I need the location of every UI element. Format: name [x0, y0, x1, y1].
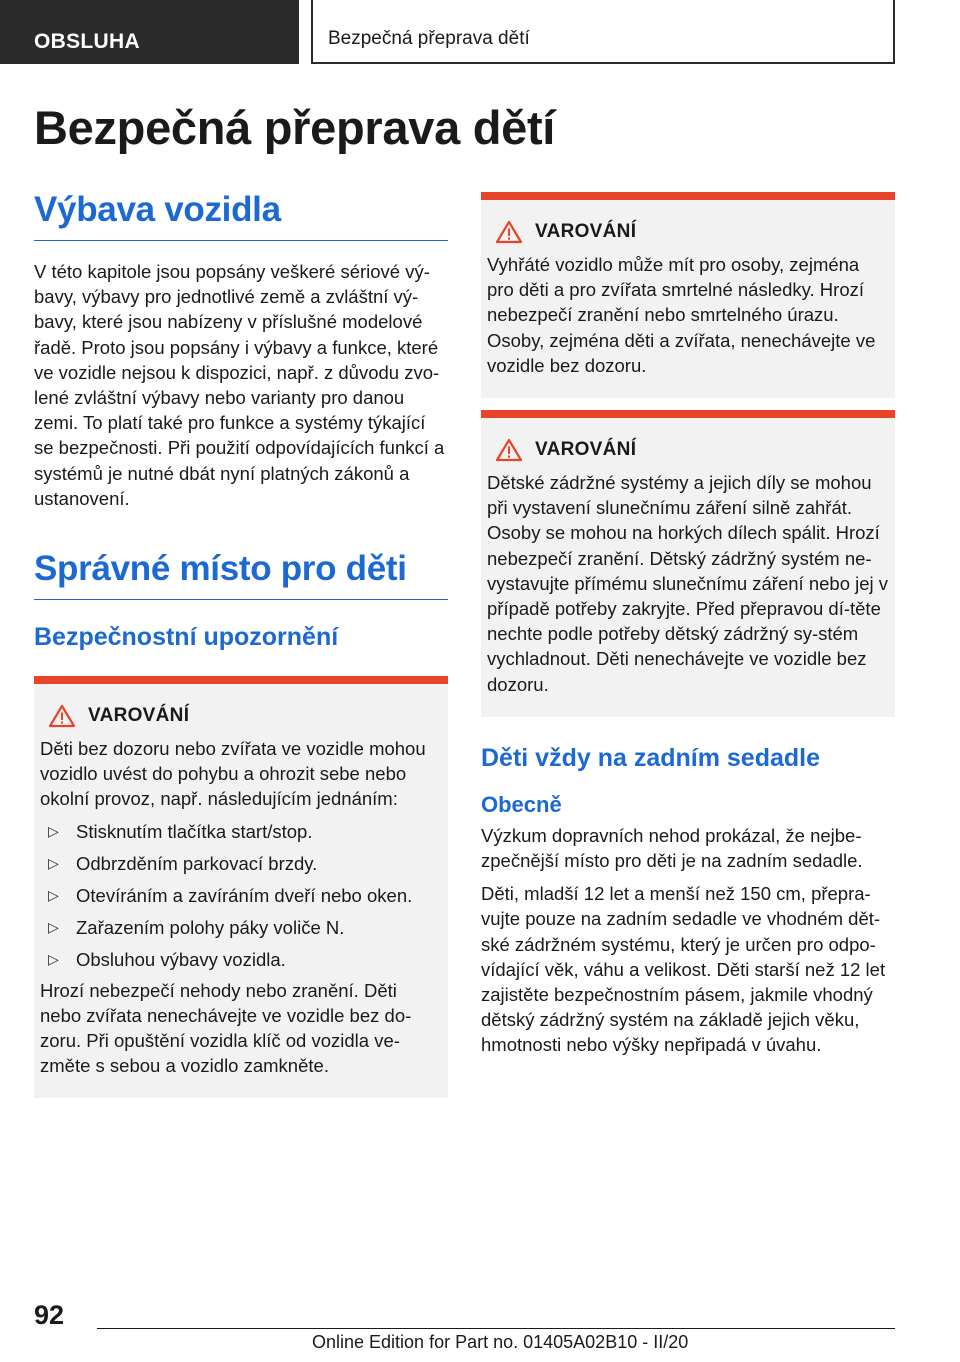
warning-triangle-icon [48, 704, 76, 728]
page-title: Bezpečná přeprava dětí [34, 101, 556, 154]
warning-title: VAROVÁNÍ [535, 221, 637, 242]
list-item: ▷ Odbrzděním parkovací brzdy. [40, 851, 442, 876]
warning-intro: Děti bez dozoru nebo zvířata ve vozidle mohou vozidlo uvést do pohybu a ohrozit sebe nebo okolní provoz, např. následujícím jednáním: [40, 738, 426, 810]
heading-misto: Správné místo pro děti [34, 549, 448, 600]
footer-divider [97, 1328, 895, 1329]
page-number: 92 [34, 1300, 65, 1330]
left-column [34, 190, 448, 1098]
warning-triangle-icon [495, 438, 523, 462]
warning-steps [40, 819, 442, 972]
triangle-bullet-icon: ▷ [48, 918, 59, 935]
list-item: ▷ Zařazením polohy páky voliče N. [40, 915, 442, 940]
warning-header [48, 704, 442, 728]
list-item: ▷ Stisknutím tlačítka start/stop. [40, 819, 442, 844]
triangle-bullet-icon: ▷ [48, 854, 59, 871]
heading-obecne: Obecně [481, 791, 562, 817]
warning-text: Vyhřáté vozidlo může mít pro osoby, zejména pro děti a pro zvířata smrtelné následky. Hrozí nebezpečí zranění nebo smrtelného úrazu. Osoby, zejména děti a zvířata, nenechávejte ve vozidle bez dozoru. [487, 254, 876, 376]
paragraph-vyzkum: Výzkum dopravních nehod prokázal, že nejbe-zpečnější místo pro děti je na zadním sedadle. [481, 824, 863, 872]
paragraph-deti: Děti, mladší 12 let a menší než 150 cm, přepra-vujte pouze na zadním sedadle ve vhodném dět-ské zádržném systému, který je určen pro odpo-vídající věk, váhu a velikost. Děti starší než 12 let zajistěte bezpečnostním pásem, jakmile vhodný dětský zádržný systém na základě jejich věku, hmotnosti nebo výšky nepřipadá v úvahu. [481, 883, 886, 1056]
warning-box-sun [481, 410, 895, 717]
list-item: ▷ Obsluhou výbavy vozidla. [40, 947, 442, 972]
warning-box [34, 676, 448, 1098]
heading-upozorneni: Bezpečnostní upozornění [34, 623, 339, 652]
warning-title: VAROVÁNÍ [535, 439, 637, 461]
warning-text: Dětské zádržné systémy a jejich díly se mohou při vystavení slunečnímu záření silně zahřát. Osoby se mohou na horkých dílech spálit. Hrozí nebezpečí zranění. Dětský zádržný systém ne-vystavujte přímému slunečnímu záření nebo jej v případě potřeby zakryjte. Před přepravou dí-těte nechte podle potřeby dětský zádržný sy-stém vychladnout. Děti nenechávejte ve vozidle bez dozoru. [487, 472, 889, 695]
triangle-bullet-icon: ▷ [48, 886, 59, 903]
warning-outro: Hrozí nebezpečí nehody nebo zranění. Děti nebo zvířata nenechávejte ve vozidle bez do-zoru. Při opuštění vozidla klíč od vozidla ve-změte s sebou a vozidlo zamkněte. [40, 979, 412, 1077]
warning-header [495, 220, 889, 244]
right-column [481, 192, 895, 1058]
footer-edition: Online Edition for Part no. 01405A02B10 - II/20 [312, 1332, 689, 1352]
paragraph-vybava: V této kapitole jsou popsány veškeré sériové vý-bavy, výbavy pro jednotlivé země a zvláštní vý-bavy, které jsou nabízeny v příslušné modelové řadě. Proto jsou popsány i výbavy a funkce, které ve vozidle nejsou k dispozici, např. z důvodu zvo-lené zvláštní výbavy nebo varianty pro danou zemi. To platí také pro funkce a systémy týkající se bezpečnosti. Při použití odpovídajících funkcí a systémů je nutné dbát nyní platných zákonů a ustanovení. [34, 261, 445, 509]
heading-vybava: Výbava vozidla [34, 190, 448, 241]
triangle-bullet-icon: ▷ [48, 950, 59, 967]
header-chapter: Bezpečná přeprava dětí [311, 0, 895, 64]
warning-box-heat [481, 192, 895, 398]
header-section: OBSLUHA [0, 0, 299, 64]
warning-title: VAROVÁNÍ [88, 705, 190, 727]
triangle-bullet-icon: ▷ [48, 822, 59, 839]
warning-triangle-icon [495, 220, 523, 244]
heading-zadni-sedadlo: Děti vždy na zadním sedadle [481, 743, 820, 772]
list-item: ▷ Otevíráním a zavíráním dveří nebo oken. [40, 883, 442, 908]
warning-header [495, 438, 889, 462]
